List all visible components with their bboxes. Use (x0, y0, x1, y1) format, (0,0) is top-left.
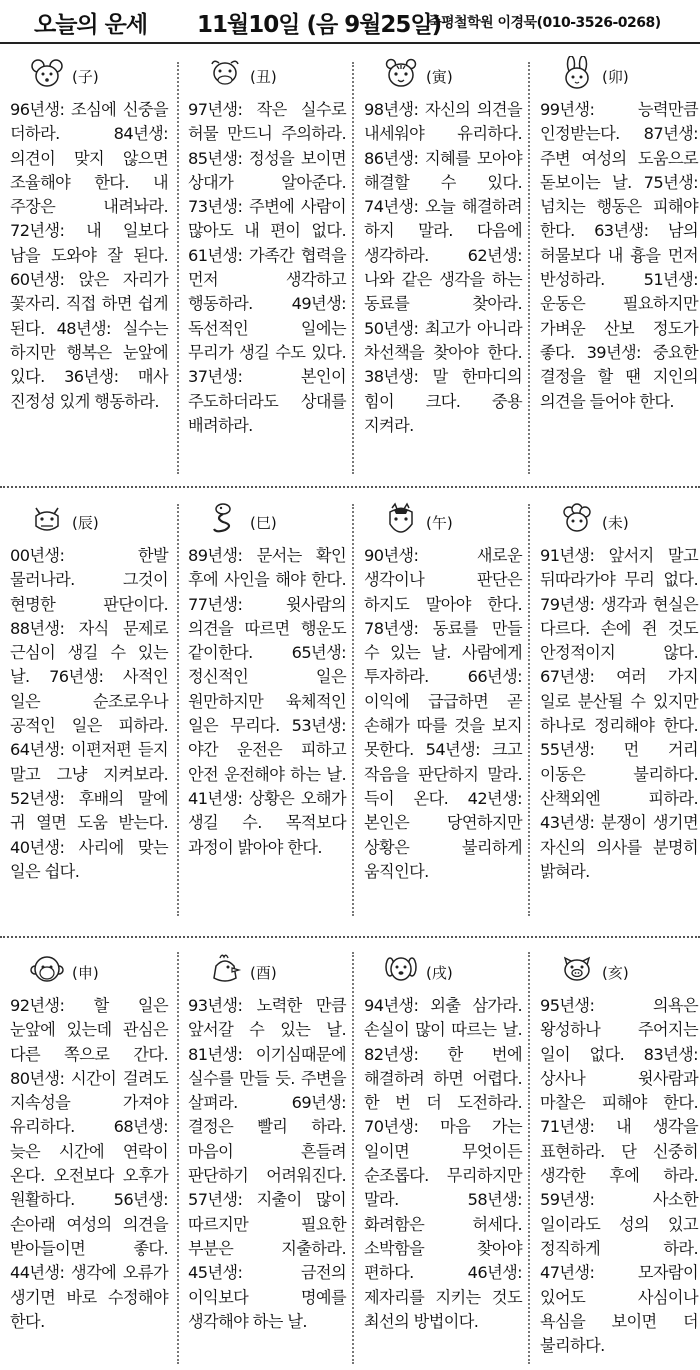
fortune-text: 99년생: 능력만큼 인정받는다. 87년생: 주변 여성의 도움으로 돋보이는 날. 75년생: 넘치는 행동은 피해야 한다. 63년생: 남의 허물보다 내 흉을 먼저 반성하라. 51년생: 운동은 필요하지만 가벼운 산보 정도가 좋다. 39년생: 중요한 결정을 할 땐 지인의 의견을 들어야 한다. (540, 100, 698, 411)
column-divider (528, 952, 530, 1364)
dragon-icon (30, 502, 64, 536)
rooster-icon (208, 952, 242, 986)
branch-label: (午) (426, 514, 453, 532)
column-divider (352, 504, 354, 916)
monkey-icon (30, 952, 64, 986)
branch-label: (未) (602, 514, 629, 532)
column-divider (352, 62, 354, 474)
column-divider (177, 62, 179, 474)
dog-icon (384, 952, 418, 986)
fortune-text: 00년생: 한발 물러나라. 그것이 현명한 판단이다. 88년생: 자식 문제로 근심이 생길 수 있는 날. 76년생: 사적인 일은 순조로우나 공적인 일은 피하라. 64년생: 이편저편 듣지 말고 그냥 지켜보라. 52년생: 후배의 말에 귀 열면 도움 받는다. 40년생: 사리에 맞는 일은 쉽다. (10, 546, 168, 881)
branch-label: (酉) (250, 964, 277, 982)
ox-icon (208, 56, 242, 90)
tiger-icon (384, 56, 418, 90)
pig-icon (560, 952, 594, 986)
branch-label: (辰) (72, 514, 99, 532)
rat-icon (30, 56, 64, 90)
source-label: 죽평철학원 이경묵(010-3526-0268) (428, 15, 661, 31)
header-divider (0, 42, 700, 44)
fortune-text: 96년생: 조심에 신중을 더하라. 84년생: 의견이 맞지 않으면 조율해야 한다. 내 주장은 내려놔라. 72년생: 내 일보다 남을 도와야 잘 된다. 60년생: 앉은 자리가 꽃자리. 직접 하면 쉽게 된다. 48년생: 실수는 하지만 행복은 눈앞에 있다. 36년생: 매사 진정성 있게 행동하라. (10, 100, 168, 411)
branch-label: (卯) (602, 68, 629, 86)
branch-label: (戌) (426, 964, 453, 982)
branch-label: (申) (72, 964, 99, 982)
date-label: 11월10일 (음 9월25일) (197, 12, 442, 38)
sheep-icon (560, 502, 594, 536)
fortune-text: 92년생: 할 일은 눈앞에 있는데 관심은 다른 쪽으로 간다. 80년생: 시간이 걸려도 지속성을 가져야 유리하다. 68년생: 늦은 시간에 연락이 온다. 오전보다 오후가 원활하다. 56년생: 손아래 여성의 의견을 받아들이면 좋다. 44년생: 생각에 오류가 생기면 바로 수정해야 한다. (10, 996, 168, 1331)
fortune-text: 89년생: 문서는 확인 후에 사인을 해야 한다. 77년생: 윗사람의 의견을 따르면 행운도 같이한다. 65년생: 정신적인 일은 원만하지만 육체적인 일은 무리다. 53년생: 야간 운전은 피하고 안전 운전해야 하는 날. 41년생: 상황은 오해가 생길 수. 목적보다 과정이 밝아야 한다. (188, 546, 346, 857)
row-divider (0, 486, 700, 488)
fortune-text: 97년생: 작은 실수로 허물 만드니 주의하라. 85년생: 정성을 보이면 상대가 알아준다. 73년생: 주변에 사람이 많아도 내 편이 없다. 61년생: 가족간 협력을 먼저 생각하고 행동하라. 49년생: 독선적인 일에는 무리가 생길 수도 있다. 37년생: 본인이 주도하더라도 상대를 배려하라. (188, 100, 346, 435)
header (0, 0, 700, 40)
horse-icon (384, 502, 418, 536)
fortune-text: 90년생: 새로운 생각이나 판단은 하지도 말아야 한다. 78년생: 동료를 만들 수 있는 날. 사람에게 투자하라. 66년생: 이익에 급급하면 곧 손해가 따를 것을 보지 못한다. 54년생: 크고 작음을 판단하지 말라. 득이 온다. 42년생: 본인은 당연하지만 상황은 불리하게 움직인다. (364, 546, 522, 881)
fortune-text: 93년생: 노력한 만큼 앞서갈 수 있는 날. 81년생: 이기심때문에 실수를 만들 듯. 주변을 살펴라. 69년생: 결정은 빨리 하라. 마음이 흔들려 판단하기 어려워진다. 57년생: 지출이 많이 따르지만 필요한 부분은 지출하라. 45년생: 금전의 이익보다 명예를 생각해야 하는 날. (188, 996, 346, 1331)
branch-label: (亥) (602, 964, 629, 982)
column-divider (528, 62, 530, 474)
row-divider (0, 936, 700, 938)
branch-label: (丑) (250, 68, 277, 86)
snake-icon (208, 502, 242, 536)
branch-label: (寅) (426, 68, 453, 86)
page-title: 오늘의 운세 (34, 12, 148, 38)
fortune-text: 94년생: 외출 삼가라. 손실이 많이 따르는 날. 82년생: 한 번에 해결하려 하면 어렵다. 한 번 더 도전하라. 70년생: 마음 가는 일이면 무엇이든 순조롭다. 무리하지만 말라. 58년생: 화려함은 허세다. 소박함을 찾아야 편하다. 46년생: 제자리를 지키는 것도 최선의 방법이다. (364, 996, 522, 1331)
fortune-text: 95년생: 의욕은 왕성하나 주어지는 일이 없다. 83년생: 상사나 윗사람과 마찰은 피해야 한다. 71년생: 내 생각을 표현하라. 단 신중히 생각한 후에 하라. 59년생: 사소한 일이라도 성의 있고 정직하게 하라. 47년생: 모자람이 있어도 사심이나 욕심을 보이면 더 불리하다. (540, 996, 698, 1356)
column-divider (177, 952, 179, 1364)
column-divider (177, 504, 179, 916)
rabbit-icon (560, 56, 594, 90)
column-divider (528, 504, 530, 916)
fortune-text: 98년생: 자신의 의견을 내세워야 유리하다. 86년생: 지혜를 모아야 해결할 수 있다. 74년생: 오늘 해결하려 하지 말라. 다음에 생각하라. 62년생: 나와 같은 생각을 하는 동료를 찾아라. 50년생: 최고가 아니라 차선책을 찾아야 한다. 38년생: 말 한마디의 힘이 크다. 중용 지켜라. (364, 100, 522, 435)
branch-label: (巳) (250, 514, 277, 532)
fortune-text: 91년생: 앞서지 말고 뒤따라가야 무리 없다. 79년생: 생각과 현실은 다르다. 손에 쥔 것도 안정적이지 않다. 67년생: 여러 가지 일로 분산될 수 있지만 하나로 정리해야 한다. 55년생: 먼 거리 이동은 불리하다. 산책외엔 피하라. 43년생: 분쟁이 생기면 자신의 의사를 분명히 밝혀라. (540, 546, 698, 881)
column-divider (352, 952, 354, 1364)
branch-label: (子) (72, 68, 99, 86)
